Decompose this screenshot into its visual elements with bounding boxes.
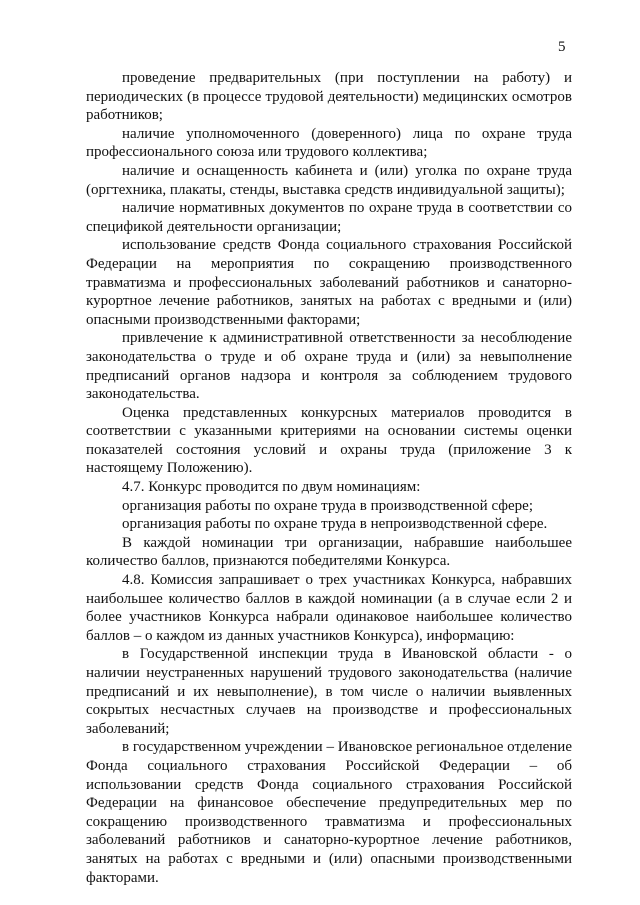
page-number: 5 <box>558 39 566 55</box>
paragraph-labor-inspection: в Государственной инспекции труда в Ивановской области - о наличии неустраненных нарушений трудового законодательства (наличие предписаний и их невыполнение), в том числе о наличии выявленных сокрытых несчастных случаев на производстве и профессиональных заболеваний; <box>86 646 572 737</box>
paragraph-evaluation: Оценка представленных конкурсных материалов проводится в соответствии с указанными критериями на основании системы оценки показателей состояния условий и охраны труда (приложение 3 к настоящему Положению). <box>86 404 572 477</box>
paragraph-normative-documents: наличие нормативных документов по охране труда в соответствии со спецификой деятельности организации; <box>86 200 572 235</box>
document-body <box>86 69 572 887</box>
paragraph-social-insurance-funds: использование средств Фонда социального страхования Российской Федерации на мероприятия по сокращению производственного травматизма и профессиональных заболеваний работников и санаторно-курортное лечение работников, занятых на работах с вредными и (или) опасными производственными факторами; <box>86 237 572 328</box>
paragraph-section-4-7: 4.7. Конкурс проводится по двум номинациям: <box>122 479 421 496</box>
paragraph-safety-office: наличие и оснащенность кабинета и (или) уголка по охране труда (оргтехника, плакаты, стенды, выставка средств индивидуальной защиты); <box>86 162 572 198</box>
paragraph-nomination-production: организация работы по охране труда в производственной сфере; <box>122 497 533 514</box>
paragraph-section-4-8: 4.8. Комиссия запрашивает о трех участниках Конкурса, набравших наибольшее количество баллов в каждой номинации (а в случае если 2 и более участников Конкурса набрали одинаковое наибольшее количество баллов – о каждом из данных участников Конкурса), информацию: <box>86 572 572 644</box>
paragraph-administrative-liability: привлечение к административной ответственности за несоблюдение законодательства о труде и об охране труда и (или) за невыполнение предписаний органов надзора и контроля за соблюдением трудового законодательства. <box>86 330 572 403</box>
paragraph-social-insurance-office: в государственном учреждении – Ивановское региональное отделение Фонда социального страхования Российской Федерации – об использовании средств Фонда социального страхования Российской Федерации на финансовое обеспечение предупредительных мер по сокращению производственного травматизма и профессиональных заболеваний работников и санаторно-курортное лечение работников, занятых на работах с вредными и (или) опасными производственными факторами. <box>86 739 572 886</box>
paragraph-safety-representative: наличие уполномоченного (доверенного) лица по охране труда профессионального союза или трудового коллектива; <box>86 125 572 161</box>
paragraph-nomination-non-production: организация работы по охране труда в непроизводственной сфере. <box>122 516 548 533</box>
paragraph-winners: В каждой номинации три организации, набравшие наибольшее количество баллов, признаются победителями Конкурса. <box>86 534 572 570</box>
paragraph-medical-exams: проведение предварительных (при поступлении на работу) и периодических (в процессе трудовой деятельности) медицинских осмотров работников; <box>86 70 572 124</box>
